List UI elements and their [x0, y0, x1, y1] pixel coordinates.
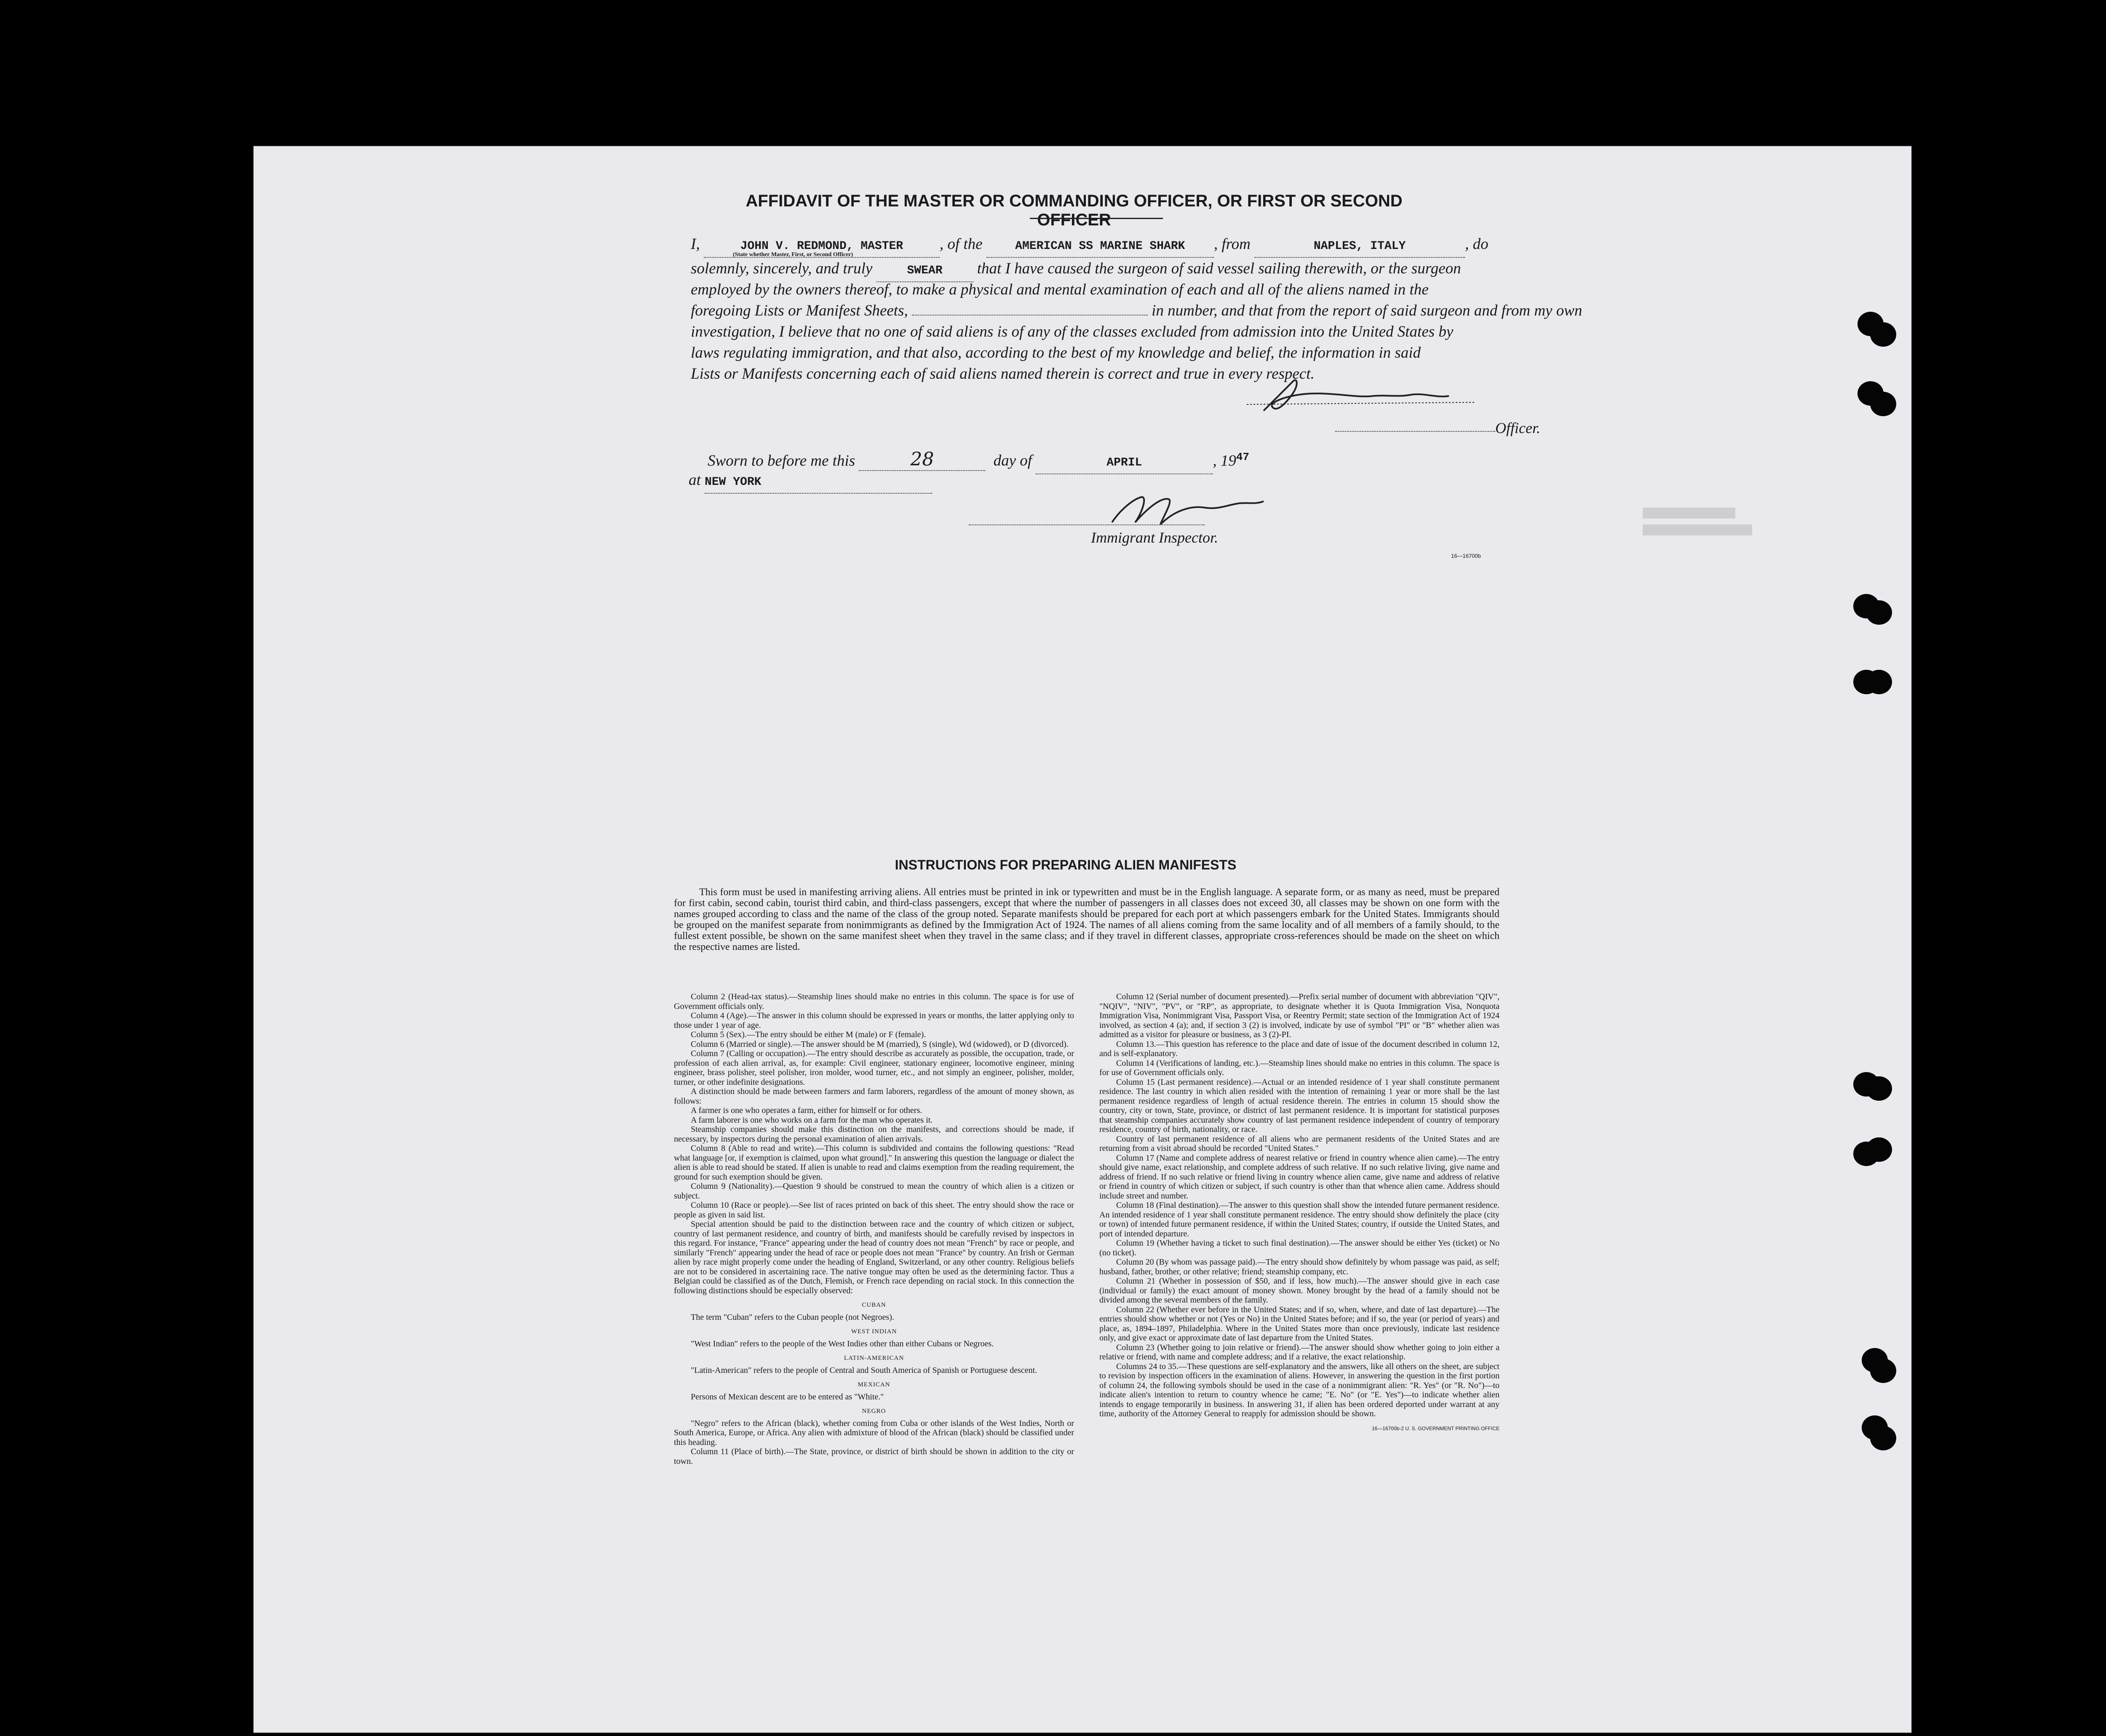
punch-hole: [1870, 1426, 1896, 1450]
instruction-paragraph: Column 20 (By whom was passage paid).—The entry should show definitely by whom passage was paid, as self; husband, father, brother, or other relative; friend; steamship company, etc.: [1099, 1257, 1499, 1276]
port-field: NAPLES, ITALY: [1254, 236, 1465, 258]
sheets-field: [912, 315, 1148, 316]
instruction-paragraph: A farm laborer is one who works on a farm for the man who operates it.: [691, 1115, 933, 1125]
month-field: APRIL: [1036, 452, 1213, 474]
instruction-paragraph: Column 11 (Place of birth).—The State, province, or district of birth should be shown in addition to the city or town.: [674, 1447, 1074, 1466]
bleed-through-mark: [1643, 508, 1735, 519]
section-heading-west-indian: WEST INDIAN: [851, 1328, 897, 1335]
instruction-paragraph: Steamship companies should make this distinction on the manifests, and corrections should be made, if necessary, by inspectors during the personal examination of alien arrivals.: [674, 1125, 1074, 1144]
instruction-paragraph: Column 9 (Nationality).—Question 9 should be construed to mean the country of which alien is a citizen or subject.: [674, 1182, 1074, 1201]
punch-hole: [1870, 392, 1896, 416]
printing-office-footer: 16—16700b-2 U. S. GOVERNMENT PRINTING OFFICE: [1371, 1425, 1499, 1431]
inspector-label: Immigrant Inspector.: [1091, 529, 1218, 546]
text-do: , do: [1465, 235, 1489, 253]
instruction-paragraph: Column 21 (Whether in possession of $50, and if less, how much).—The answer should give in each case (individual or family) the exact amount of money shown. Money brought by the head of a family should not be divided among the several members of the family.: [1099, 1276, 1499, 1305]
instruction-paragraph: Column 2 (Head-tax status).—Steamship lines should make no entries in this column. The space is for use of Government officials only.: [674, 992, 1074, 1011]
affidavit-title: AFFIDAVIT OF THE MASTER OR COMMANDING OFFICER, OR FIRST OR SECOND OFFICER: [746, 192, 1403, 229]
affidavit-line-4: [691, 300, 1582, 321]
instruction-paragraph: Column 12 (Serial number of document presented).—Prefix serial number of document with abbreviation "QIV", "NQIV", "NIV", "PV", or "RP", as appropriate, to designate whether it is Quota Immigration Visa, Nonquota Immigration Visa, Nonimmigrant Visa, Passport Visa, or Reentry Permit; state section of the Immigration Act of 1924 involved, as section 4 (a); and, if section 3 (2) is involved, indicate by use of symbol "PI" or "B" whether alien was admitted as a visitor for pleasure or business, as 3 (2)-PI.: [1099, 992, 1499, 1039]
section-heading-negro: NEGRO: [862, 1408, 886, 1415]
instructions-left-column: [674, 992, 1074, 1466]
place-field: NEW YORK: [705, 472, 932, 494]
affidavit-line-7: Lists or Manifests concerning each of said aliens named therein is correct and true in every respect.: [691, 365, 1315, 383]
day-of-text: day of: [993, 452, 1032, 470]
affidavit-line-5: investigation, I believe that no one of said aliens is of any of the classes excluded from admission into the United States by: [691, 323, 1454, 340]
instruction-paragraph: Column 5 (Sex).—The entry should be either M (male) or F (female).: [691, 1030, 926, 1039]
sworn-day-field: 28: [859, 449, 985, 471]
punch-hole: [1866, 1076, 1892, 1101]
year-prefix: , 19: [1213, 452, 1236, 470]
officer-label: Officer.: [1495, 420, 1540, 436]
instruction-paragraph: A farmer is one who operates a farm, either for himself or for others.: [691, 1106, 922, 1115]
inspector-signature: [1078, 489, 1297, 535]
instruction-paragraph: Column 23 (Whether going to join relative or friend).—The answer should show whether going to join either a relative or friend, with name and complete address; and if a relative, the exact relationship.: [1099, 1343, 1499, 1362]
text-from: , from: [1213, 235, 1251, 253]
punch-hole: [1866, 1137, 1892, 1162]
text-line-4b: in number, and that from the report of said surgeon and from my own: [1152, 302, 1582, 319]
instruction-paragraph: Column 14 (Verifications of landing, etc.).—Steamship lines should make no entries in this column. The space is for use of Government officials only.: [1099, 1058, 1499, 1077]
punch-hole: [1870, 1359, 1896, 1383]
year-suffix: 47: [1236, 451, 1250, 463]
instruction-paragraph: Column 18 (Final destination).—The answer to this question shall show the intended future permanent residence. An intended residence of 1 year shall constitute permanent residence. The entry should show definitely the place (city or town) of intended future permanent residence, if within the United States; country, if outside the United States, and port of intended departure.: [1099, 1201, 1499, 1238]
vessel-field: AMERICAN SS MARINE SHARK: [986, 236, 1214, 258]
affidavit-line-3: employed by the owners thereof, to make a physical and mental examination of each and all of the aliens named in the: [691, 281, 1429, 298]
instruction-paragraph: "West Indian" refers to the people of the West Indies other than either Cubans or Negroes.: [691, 1339, 994, 1348]
at-label: at: [689, 471, 701, 489]
title-divider: [1030, 218, 1163, 219]
section-heading-latin-american: LATIN-AMERICAN: [844, 1355, 904, 1362]
officer-line: [1335, 431, 1495, 432]
instruction-paragraph: "Latin-American" refers to the people of Central and South America of Spanish or Portuguese descent.: [691, 1365, 1037, 1375]
inspector-line: [969, 524, 1205, 525]
text-line-2: that I have caused the surgeon of said vessel sailing therewith, or the surgeon: [977, 260, 1461, 277]
instruction-paragraph: A distinction should be made between farmers and farm laborers, regardless of the amount of money shown, as follows:: [674, 1087, 1074, 1106]
text-i: I,: [691, 235, 700, 253]
instruction-paragraph: Column 8 (Able to read and write).—This column is subdivided and contains the following questions: "Read what language [or, if exemption is claimed, upon what ground]." In answering this question the language or dialect the alien is able to read should be stated. If alien is unable to read and claims exemption from the reading requirement, the ground for such exemption should be given.: [674, 1144, 1074, 1182]
text-line-4a: foregoing Lists or Manifest Sheets,: [691, 302, 908, 319]
instruction-paragraph: Columns 24 to 35.—These questions are self-explanatory and the answers, like all others on the sheet, are subject to revision by inspection officers in the examination of aliens. However, in answering the question in the first portion of column 24, the following symbols should be used in the case of a nonimmigrant alien: "R. Yes" (or "R. No")—to indicate alien's intention to return to country whence he came; "E. No" (or "E. Yes")—to indicate whether alien intends to engage temporarily in business. In answering 31, if alien has been ordered deported under warrant at any time, authority of the Attorney General to reapply for admission should be shown.: [1099, 1362, 1499, 1418]
affidavit-line-6: laws regulating immigration, and that also, according to the best of my knowledge and belief, the information in said: [691, 344, 1421, 361]
instruction-paragraph: Column 7 (Calling or occupation).—The entry should describe as accurately as possible, the occupation, trade, or profession of each alien arrival, as, for example: Civil engineer, stationary engineer, locomotive engineer, mining engineer, brass polisher, steel polisher, iron molder, wood turner, etc., and not simply an engineer, polisher, molder, turner, or other indefinite designations.: [674, 1049, 1074, 1087]
instruction-paragraph: Column 13.—This question has reference to the place and date of issue of the document described in column 12, and is self-explanatory.: [1099, 1039, 1499, 1058]
instruction-paragraph: Column 22 (Whether ever before in the United States; and if so, when, where, and date of last departure).—The entries should show whether or not (Yes or No) in the United States before; and if so, the year (or period of years) and place, as, 1894–1897, Philadelphia. Where in the United States more than once previously, indicate last residence only, and give exact or approximate date of last departure from the United States.: [1099, 1305, 1499, 1343]
instruction-paragraph: Column 15 (Last permanent residence).—Actual or an intended residence of 1 year shall constitute permanent residence. The last country in which alien resided with the intention of remaining 1 year or more shall be the last permanent residence regardless of length of actual residence therein. The entries in column 15 should show the country, city or town, State, province, or district of last permanent residence. It is important for statistical purposes that steamship companies accurately show country of last permanent residence independent of country of temporary residence, country of birth, nationality, or race.: [1099, 1077, 1499, 1134]
instructions-title: INSTRUCTIONS FOR PREPARING ALIEN MANIFESTS: [895, 857, 1237, 872]
oath-field: SWEAR: [877, 260, 973, 282]
instruction-paragraph: Column 10 (Race or people).—See list of races printed on back of this sheet. The entry should show the race or people as given in said list.: [674, 1201, 1074, 1220]
instruction-paragraph: Special attention should be paid to the distinction between race and the country of which citizen or subject, country of last permanent residence, and country of birth, and manifests should be carefully revised by inspectors in this regard. For instance, "France" appearing under the head of country does not mean "French" by race or people, and similarly "French" appearing under the head of race or people does not mean "France" by country. An Irish or German alien by race might properly come under the heading of England, Switzerland, or any other country. Religious beliefs are not to be considered in ascertaining race. The native tongue may often be used as the determining factor. Thus a Belgian could be classified as of the Dutch, Flemish, or French race depending on racial stock. In this connection the following distinctions should be especially observed:: [674, 1220, 1074, 1295]
instruction-paragraph: Persons of Mexican descent are to be entered as "White.": [691, 1392, 884, 1402]
form-number: 16—16700b: [1451, 553, 1481, 559]
master-note: (State whether Master, First, or Second Officer): [733, 251, 853, 258]
master-name-field: JOHN V. REDMOND, MASTER: [704, 236, 940, 258]
instruction-paragraph: Column 6 (Married or single).—The answer should be M (married), S (single), Wd (widowed), or D (divorced).: [691, 1039, 1069, 1049]
punch-hole: [1866, 670, 1892, 694]
section-heading-mexican: MEXICAN: [858, 1381, 890, 1388]
instructions-intro: This form must be used in manifesting arriving aliens. All entries must be printed in ink or typewritten and must be in the English language. A separate form, or as many as need, must be prepared for first cabin, second cabin, tourist third cabin, and third-class passengers, except that where the number of passengers in all classes does not exceed 30, all classes may be shown on one form with the names grouped according to class and the name of the class of the group noted. Separate manifests should be prepared for each port at which passengers embark for the United States. Immigrants should be grouped on the manifest separate from nonimmigrants as defined by the Immigration Act of 1924. The names of all aliens coming from the same locality and of all members of a family should, to the fullest extent possible, be shown on the same manifest sheet when they travel in the same class; and if they travel in different classes, appropriate cross-references should be made on the sheet on which the respective names are listed.: [674, 887, 1499, 952]
instruction-paragraph: Column 19 (Whether having a ticket to such final destination).—The answer should be either Yes (ticket) or No (no ticket).: [1099, 1238, 1499, 1257]
affidavit-line-2: [691, 258, 1483, 282]
instruction-paragraph: Country of last permanent residence of all aliens who are permanent residents of the United States and are returning from a visit abroad should be recorded "United States.": [1099, 1134, 1499, 1153]
text-solemnly: solemnly, sincerely, and truly: [691, 260, 873, 277]
punch-hole: [1866, 600, 1892, 625]
instruction-paragraph: The term "Cuban" refers to the Cuban people (not Negroes).: [691, 1312, 894, 1322]
instructions-right-column: [1099, 992, 1499, 1433]
bleed-through-mark: [1643, 524, 1752, 535]
instruction-paragraph: "Negro" refers to the African (black), whether coming from Cuba or other islands of the West Indies, North or South America, Europe, or Africa. Any alien with admixture of blood of the African (black) should be classified under this heading.: [674, 1418, 1074, 1447]
officer-signature: [1247, 373, 1483, 419]
document-page: [253, 145, 1912, 1733]
instruction-paragraph: Column 4 (Age).—The answer in this column should be expressed in years or months, the latter applying only to those under 1 year of age.: [674, 1011, 1074, 1030]
instruction-paragraph: Column 17 (Name and complete address of nearest relative or friend in country whence alien came).—The entry should give name, exact relationship, and complete address of such relative. If no such relative living, give name and address of friend. If no such relative or friend living in country whence alien came, give name and address of relative or friend in country of which citizen or subject, if such country is other than that whence alien came. Address should include street and number.: [1099, 1153, 1499, 1201]
text-of-the: , of the: [939, 235, 983, 253]
sworn-text: Sworn to before me this: [708, 452, 855, 470]
section-heading-cuban: CUBAN: [862, 1302, 886, 1308]
punch-hole: [1870, 322, 1896, 347]
